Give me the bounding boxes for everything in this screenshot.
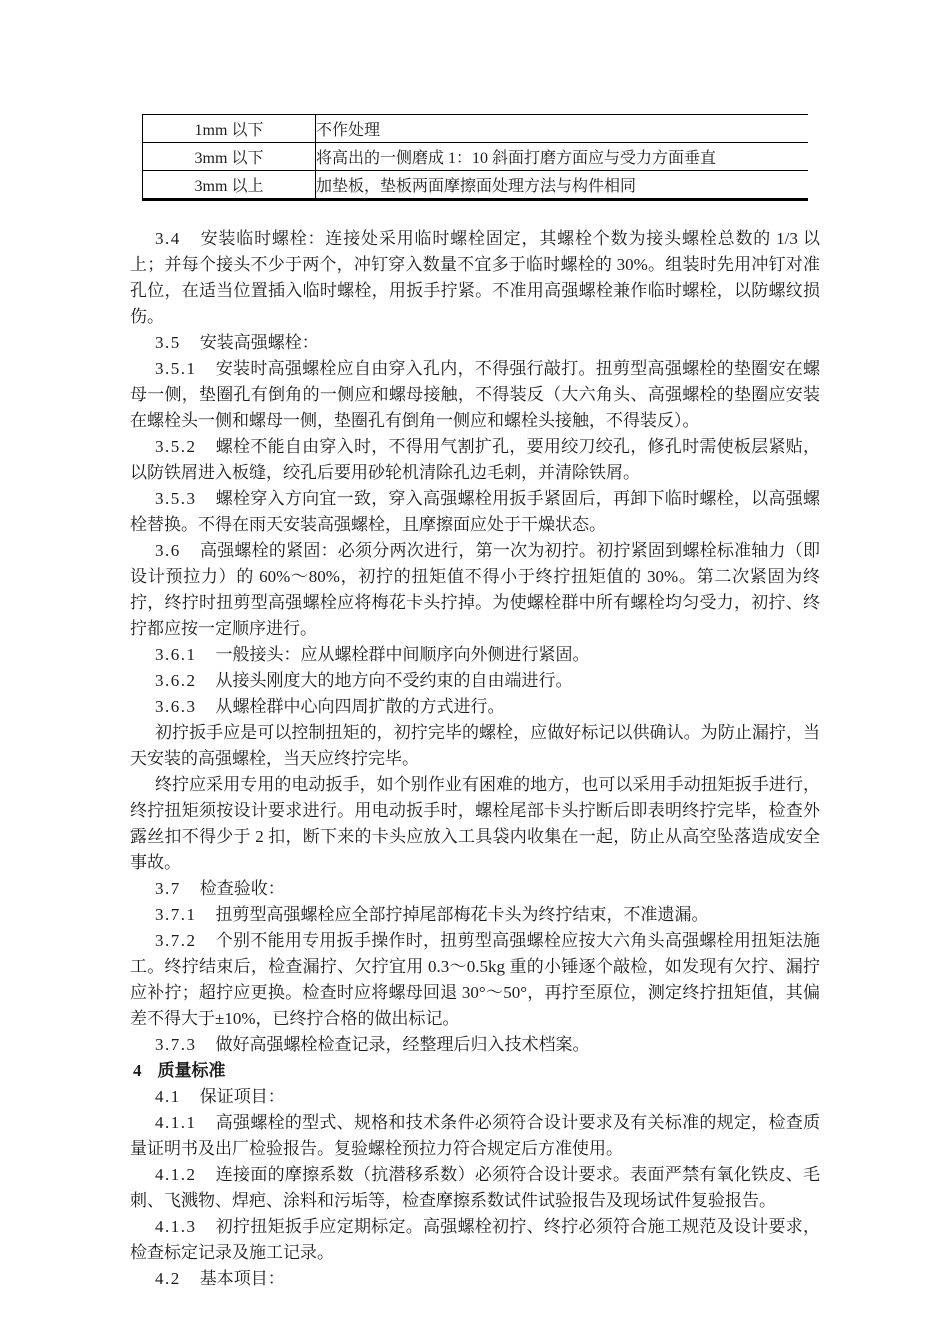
section-number: 3.7.3 (155, 1035, 197, 1054)
paragraph-3-6-1 (130, 642, 820, 668)
paragraph-3-5-2 (130, 434, 820, 486)
paragraph-3-6-3 (130, 694, 820, 720)
section-number: 4.1 (155, 1087, 181, 1106)
section-number: 3.5.1 (155, 359, 197, 378)
section-number: 3.7.2 (155, 931, 197, 950)
paragraph-4-2 (130, 1266, 820, 1292)
paragraph-text: 一般接头：应从螺栓群中间顺序向外侧进行紧固。 (215, 645, 590, 664)
paragraph-text: 做好高强螺栓检查记录，经整理后归入技术档案。 (215, 1035, 590, 1054)
paragraph-text: 螺栓不能自由穿入时，不得用气割扩孔，要用绞刀绞孔，修孔时需使板层紧贴，以防铁屑进入板缝，绞孔后要用砂轮机清除孔边毛刺，并清除铁屑。 (130, 437, 820, 482)
section-number: 3.7.1 (155, 905, 197, 924)
paragraph-3-6 (130, 538, 820, 642)
paragraph-text: 从螺栓群中心向四周扩散的方式进行。 (215, 697, 505, 716)
table-row (143, 143, 809, 171)
table-cell-treatment: 加垫板，垫板两面摩擦面处理方法与构件相同 (316, 171, 809, 200)
paragraph-4-1 (130, 1084, 820, 1110)
heading-text: 质量标准 (157, 1061, 226, 1080)
paragraph-text: 安装高强螺栓： (199, 333, 319, 352)
paragraph-3-5-3 (130, 486, 820, 538)
paragraph-text: 初拧扭矩扳手应定期标定。高强螺栓初拧、终拧必须符合施工规范及设计要求，检查标定记录及施工记录。 (130, 1217, 820, 1262)
paragraph-3-7-3 (130, 1032, 820, 1058)
paragraph-text: 基本项目： (199, 1269, 285, 1288)
paragraph-text: 高强螺栓的型式、规格和技术条件必须符合设计要求及有关标准的规定，检查质量证明书及出厂检验报告。复验螺栓预拉力符合规定后方准使用。 (130, 1113, 820, 1158)
paragraph-4-1-3 (130, 1214, 820, 1266)
paragraph-text: 检查验收： (199, 879, 285, 898)
paragraph-text: 安装时高强螺栓应自由穿入孔内，不得强行敲打。扭剪型高强螺栓的垫圈安在螺母一侧，垫圈孔有倒角的一侧应和螺母接触，不得装反（大六角头、高强螺栓的垫圈应安装在螺栓头一侧和螺母一侧，垫圈孔有倒角一侧应和螺栓头接触，不得装反）。 (130, 359, 820, 430)
table-row (143, 115, 809, 143)
paragraph-4-1-2 (130, 1162, 820, 1214)
plate-height-treatment-table (142, 114, 808, 201)
paragraph-3-4 (130, 226, 820, 330)
section-number: 3.6 (155, 541, 181, 560)
paragraph-text: 从接头刚度大的地方向不受约束的自由端进行。 (215, 671, 573, 690)
paragraph-text: 连接面的摩擦系数（抗潜移系数）必须符合设计要求。表面严禁有氧化铁皮、毛刺、飞溅物、焊疤、涂料和污垢等，检查摩擦系数试件试验报告及现场试件复验报告。 (130, 1165, 820, 1210)
paragraph-initial-tightening (130, 720, 820, 772)
paragraph-3-5 (130, 330, 820, 356)
section-number: 3.6.3 (155, 697, 197, 716)
document-body (130, 226, 820, 1292)
paragraph-text: 高强螺栓的紧固：必须分两次进行，第一次为初拧。初拧紧固到螺栓标准轴力（即设计预拉力）的 60%～80%，初拧的扭矩值不得小于终拧扭矩值的 30%。第二次紧固为终拧，终拧时扭剪型高强螺栓应将梅花卡头拧掉。为使螺栓群中所有螺栓均匀受力，初拧、终拧都应按一定顺序进行。 (130, 541, 820, 638)
paragraph-final-tightening (130, 772, 820, 876)
paragraph-text: 个别不能用专用扳手操作时，扭剪型高强螺栓应按大六角头高强螺栓用扭矩法施工。终拧结束后，检查漏拧、欠拧宜用 0.3～0.5kg 重的小锤逐个敲检，如发现有欠拧、漏拧应补拧；超拧应更换。检查时应将螺母回退 30°～50°，再拧至原位，测定终拧扭矩值，其偏差不得大于±10%，已终拧合格的做出标记。 (130, 931, 820, 1028)
paragraph-4-1-1 (130, 1110, 820, 1162)
paragraph-text: 扭剪型高强螺栓应全部拧掉尾部梅花卡头为终拧结束，不准遗漏。 (215, 905, 709, 924)
section-number: 4.1.3 (155, 1217, 197, 1236)
section-number: 3.5 (155, 333, 181, 352)
paragraph-text: 保证项目： (199, 1087, 285, 1106)
heading-quality-standard (130, 1058, 820, 1084)
table-cell-condition: 3mm 以下 (143, 143, 316, 171)
table-row (143, 171, 809, 200)
table-cell-condition: 1mm 以下 (143, 115, 316, 143)
table-cell-treatment: 将高出的一侧磨成 1：10 斜面打磨方面应与受力方面垂直 (316, 143, 809, 171)
table-cell-treatment: 不作处理 (316, 122, 381, 139)
section-number: 4.1.1 (155, 1113, 197, 1132)
section-number: 4.1.2 (155, 1165, 197, 1184)
paragraph-text: 初拧扳手应是可以控制扭矩的，初拧完毕的螺栓，应做好标记以供确认。为防止漏拧，当天安装的高强螺栓，当天应终拧完毕。 (130, 723, 820, 768)
section-number: 3.6.1 (155, 645, 197, 664)
paragraph-text: 终拧应采用专用的电动扳手，如个别作业有困难的地方，也可以采用手动扭矩扳手进行，终拧扭矩须按设计要求进行。用电动扳手时，螺栓尾部卡头拧断后即表明终拧完毕，检查外露丝扣不得少于 2 扣，断下来的卡头应放入工具袋内收集在一起，防止从高空坠落造成安全事故。 (130, 775, 820, 872)
section-number: 3.6.2 (155, 671, 197, 690)
section-number: 3.7 (155, 879, 181, 898)
section-number: 4.2 (155, 1269, 181, 1288)
paragraph-text: 安装临时螺栓：连接处采用临时螺栓固定，其螺栓个数为接头螺栓总数的 1/3 以上；并每个接头不少于两个，冲钉穿入数量不宜多于临时螺栓的 30%。组装时先用冲钉对准孔位，在适当位置插入临时螺栓，用扳手拧紧。不准用高强螺栓兼作临时螺栓，以防螺纹损伤。 (130, 229, 820, 326)
section-number: 4 (133, 1061, 142, 1080)
section-number: 3.5.3 (155, 489, 197, 508)
paragraph-3-6-2 (130, 668, 820, 694)
table-cell-condition: 3mm 以上 (143, 171, 316, 200)
section-number: 3.5.2 (155, 437, 197, 456)
paragraph-3-7-1 (130, 902, 820, 928)
paragraph-3-5-1 (130, 356, 820, 434)
section-number: 3.4 (155, 229, 181, 248)
paragraph-text: 螺栓穿入方向宜一致，穿入高强螺栓用扳手紧固后，再卸下临时螺栓，以高强螺栓替换。不得在雨天安装高强螺栓，且摩擦面应处于干燥状态。 (130, 489, 820, 534)
paragraph-3-7-2 (130, 928, 820, 1032)
paragraph-3-7 (130, 876, 820, 902)
